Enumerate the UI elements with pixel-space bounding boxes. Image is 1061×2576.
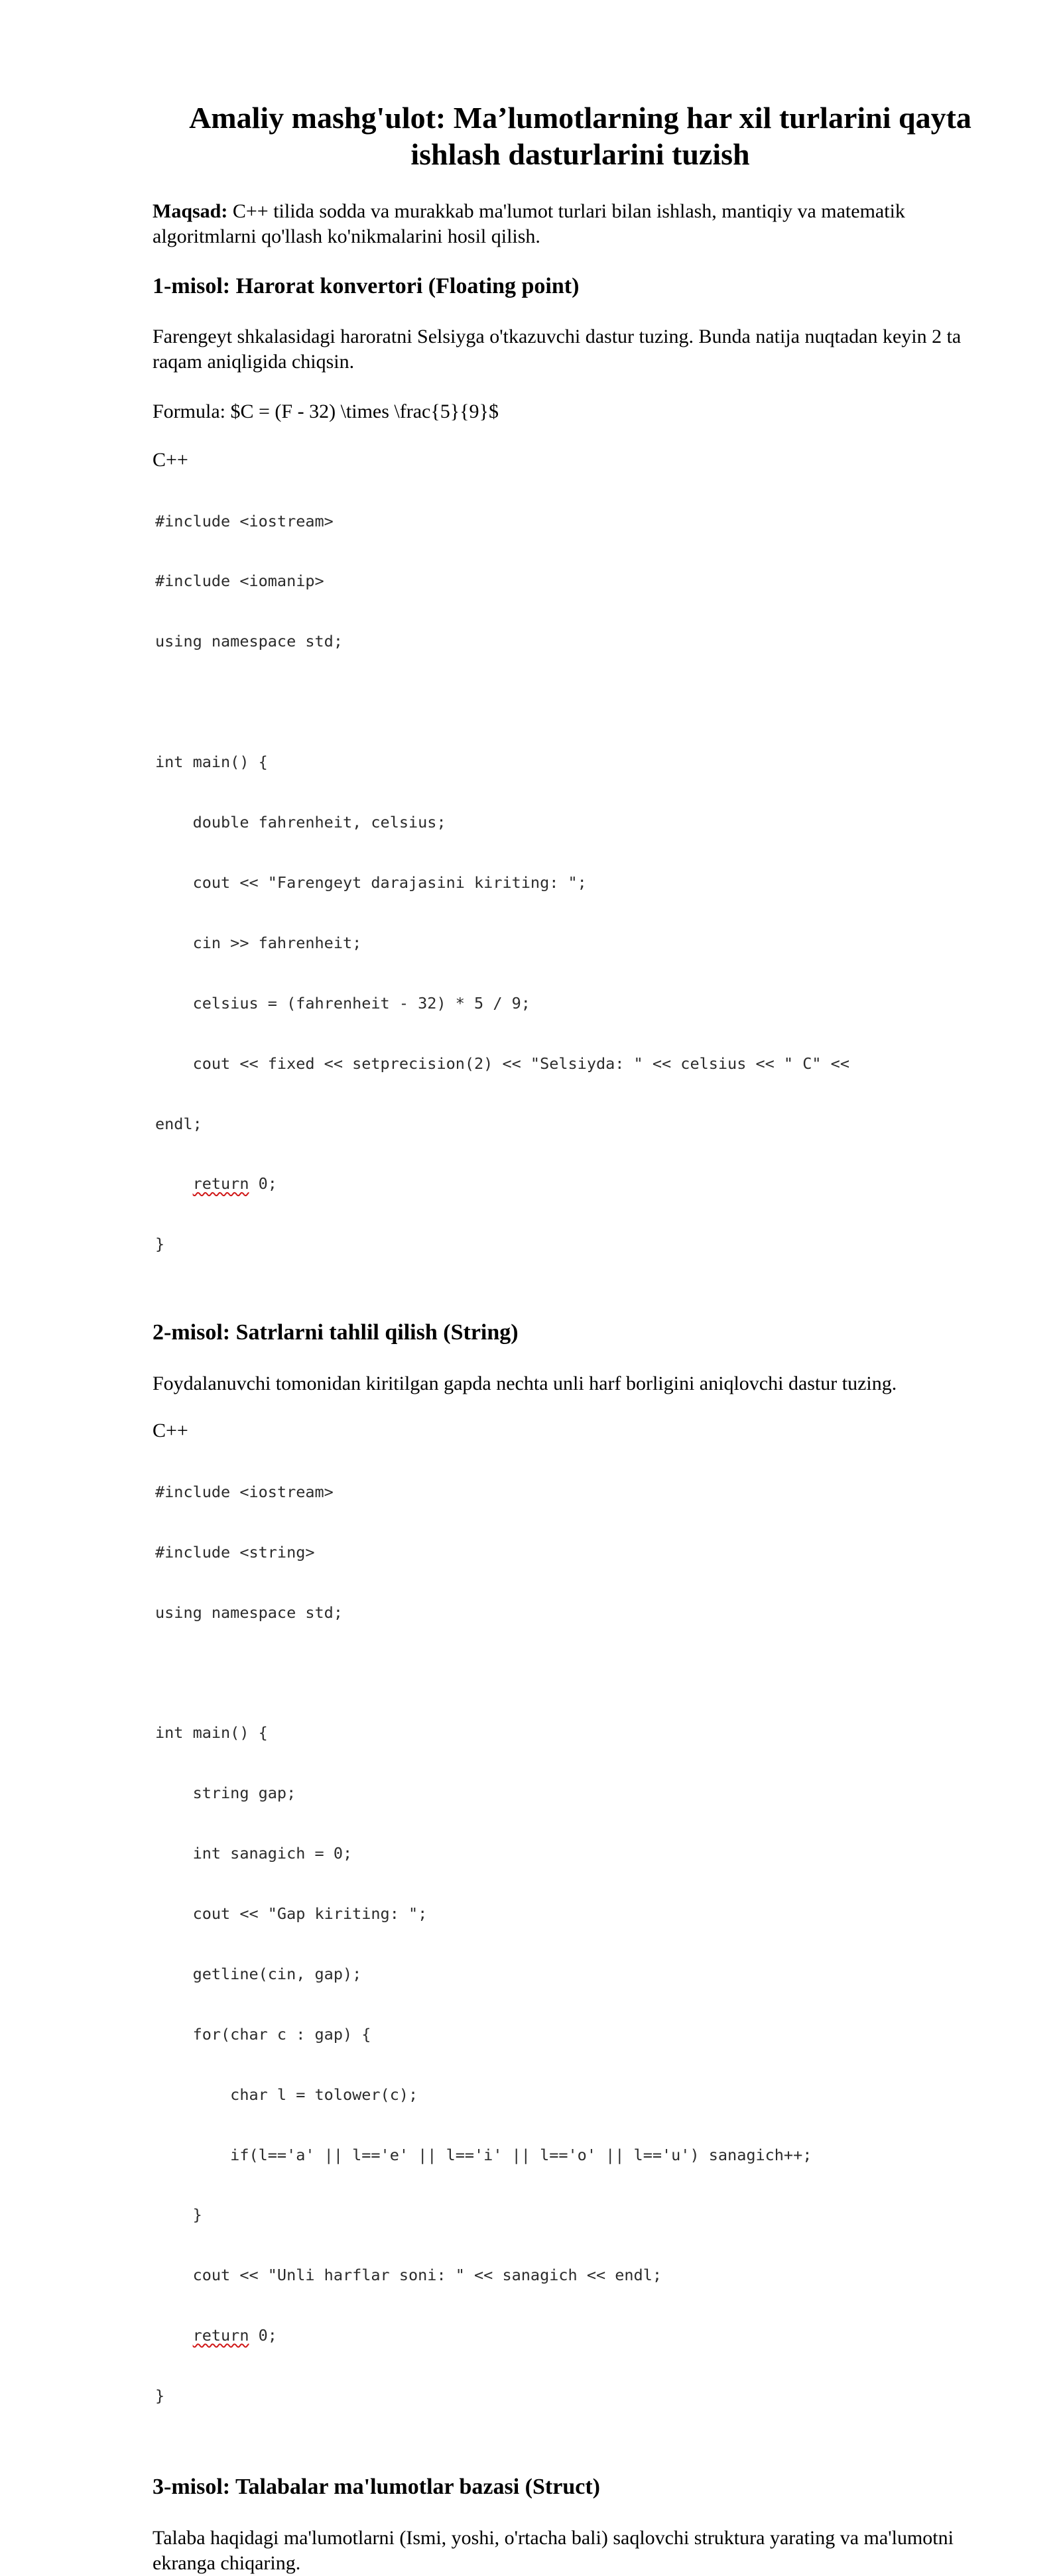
spellcheck-underline: return xyxy=(192,1174,249,1194)
code-line: endl; xyxy=(155,1114,202,1133)
example-2-description: Foydalanuvchi tomonidan kiritilgan gapda nechta unli harf borligini aniqlovchi dastur tuzing. xyxy=(153,1373,897,1395)
document-title: Amaliy mashg'ulot: Ma’lumotlarning har xil turlarini qayta ishlash dasturlarini tuzish xyxy=(189,101,971,171)
example-3-description: Talaba haqidagi ma'lumotlarni (Ismi, yoshi, o'rtacha bali) saqlovchi struktura yarating va ma'lumotni ekranga chiqaring. xyxy=(153,2527,954,2575)
code-line: double fahrenheit, celsius; xyxy=(155,813,446,832)
code-line: if(l=='a' || l=='e' || l=='i' || l=='o' || l=='u') sanagich++; xyxy=(155,2145,812,2164)
example-1-formula: Formula: $C = (F - 32) \times \frac{5}{9}$ xyxy=(153,400,499,422)
code-line: cout << "Gap kiriting: "; xyxy=(155,1904,428,1923)
code-line: cin >> fahrenheit; xyxy=(155,933,362,952)
goal-label: Maqsad: xyxy=(153,200,228,222)
code-line-return: return 0; xyxy=(192,1174,277,1194)
code-line xyxy=(155,692,988,711)
code-line: int main() { xyxy=(155,1723,268,1743)
code-line-return: return 0; xyxy=(192,2326,277,2345)
example-3-heading: 3-misol: Talabalar ma'lumotlar bazasi (Struct) xyxy=(153,2475,600,2500)
goal-text: C++ tilida sodda va murakkab ma'lumot turlari bilan ishlash, mantiqiy va matematik algoritmlarni qo'llash ko'nikmalarini hosil qilish. xyxy=(153,200,905,247)
code-line: } xyxy=(155,2205,202,2225)
example-2-code-block xyxy=(153,1441,988,2446)
code-line: #include <iostream> xyxy=(155,1482,334,1501)
code-line: using namespace std; xyxy=(155,632,343,651)
code-line: getline(cin, gap); xyxy=(155,1964,362,1983)
code-line: #include <iostream> xyxy=(155,511,334,530)
code-line: } xyxy=(155,2386,165,2406)
example-1-language-label: C++ xyxy=(153,449,188,471)
code-line: celsius = (fahrenheit - 32) * 5 / 9; xyxy=(155,993,530,1012)
example-2-language-label: C++ xyxy=(153,1420,188,1442)
code-line: #include <iomanip> xyxy=(155,572,324,591)
code-line: using namespace std; xyxy=(155,1603,343,1622)
code-line: for(char c : gap) { xyxy=(155,2024,371,2044)
code-line: int main() { xyxy=(155,753,268,772)
spellcheck-underline: return xyxy=(192,2326,249,2345)
code-line: cout << fixed << setprecision(2) << "Selsiyda: " << celsius << " C" << xyxy=(155,1054,849,1073)
code-line xyxy=(155,1662,988,1682)
code-line: int sanagich = 0; xyxy=(155,1844,353,1863)
example-1-code-block xyxy=(153,471,988,1294)
code-line: #include <string> xyxy=(155,1542,315,1562)
code-line: cout << "Unli harflar soni: " << sanagich << endl; xyxy=(155,2266,662,2285)
code-line: cout << "Farengeyt darajasini kiriting: "; xyxy=(155,873,587,892)
goal-paragraph xyxy=(153,199,988,249)
document-page xyxy=(153,99,988,2576)
example-1-description: Farengeyt shkalasidagi haroratni Selsiyga o'tkazuvchi dastur tuzing. Bunda natija nuqtadan keyin 2 ta raqam aniqligida chiqsin. xyxy=(153,326,962,373)
code-line: } xyxy=(155,1235,165,1254)
example-1-heading: 1-misol: Harorat konvertori (Floating point) xyxy=(153,274,580,298)
example-2-heading: 2-misol: Satrlarni tahlil qilish (String) xyxy=(153,1320,519,1345)
code-line: string gap; xyxy=(155,1784,296,1803)
code-line: char l = tolower(c); xyxy=(155,2085,418,2104)
